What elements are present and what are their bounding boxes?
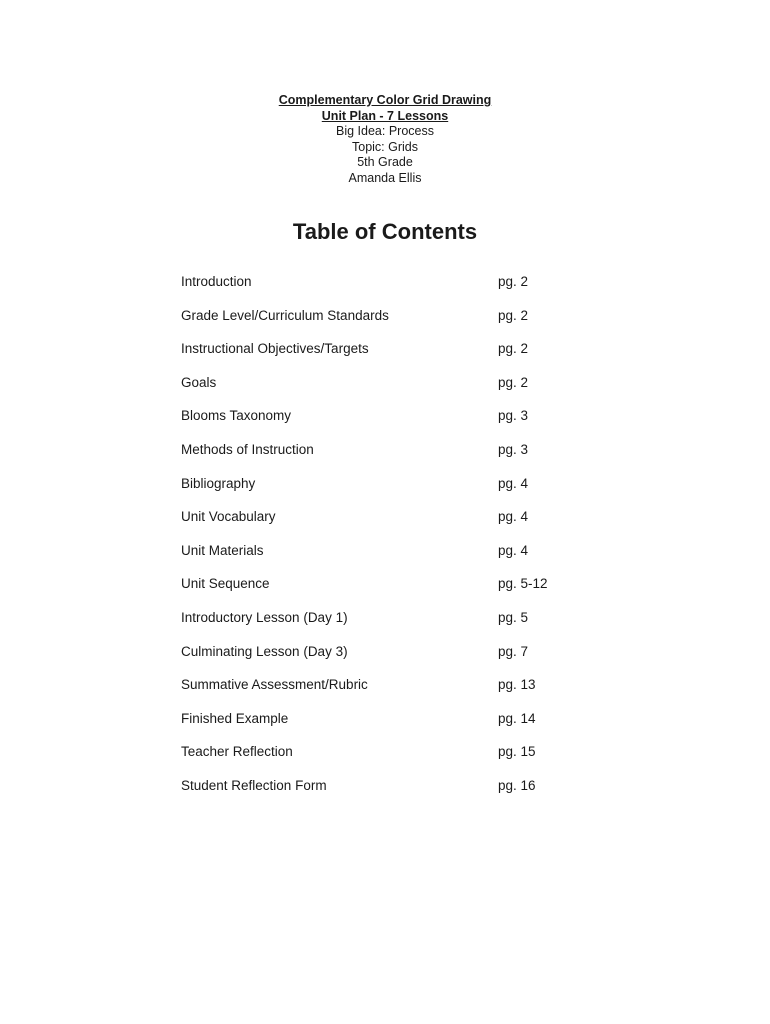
toc-entry	[181, 675, 601, 709]
toc-entry	[181, 507, 601, 541]
toc-entry	[181, 574, 601, 608]
big-idea: Big Idea: Process	[336, 124, 434, 138]
toc-entry	[181, 742, 601, 776]
toc-entry-page: pg. 4	[498, 542, 529, 558]
toc-entry-label: Teacher Reflection	[181, 744, 293, 760]
toc-entry	[181, 474, 601, 508]
toc-entry-page: pg. 7	[498, 643, 529, 659]
toc-entry	[181, 608, 601, 642]
toc-entry-label: Unit Materials	[181, 542, 264, 558]
toc-entry	[181, 709, 601, 743]
toc-entry-label: Introductory Lesson (Day 1)	[181, 609, 348, 625]
document-title: Complementary Color Grid Drawing	[278, 93, 492, 107]
toc-entry-page: pg. 3	[498, 441, 529, 457]
toc-entry-page: pg. 2	[498, 374, 529, 390]
toc-entry-label: Introduction	[181, 274, 252, 289]
toc-entry	[181, 339, 601, 373]
toc-entry-page: pg. 4	[498, 509, 529, 525]
toc-entry-page: pg. 3	[498, 408, 529, 424]
toc-entry-label: Summative Assessment/Rubric	[181, 677, 368, 693]
toc-entry	[181, 306, 601, 340]
toc-entry-page: pg. 14	[498, 710, 536, 726]
toc-entry-label: Bibliography	[181, 475, 256, 491]
toc-entry	[181, 406, 601, 440]
toc-heading: Table of Contents	[292, 219, 478, 244]
document-header	[0, 93, 770, 186]
toc-entry-label: Culminating Lesson (Day 3)	[181, 643, 348, 659]
author-name: Amanda Ellis	[348, 170, 422, 185]
toc-entry-page: pg. 2	[498, 307, 529, 323]
toc-entry-label: Finished Example	[181, 710, 289, 726]
toc-entry-label: Grade Level/Curriculum Standards	[181, 307, 389, 323]
toc-entry	[181, 642, 601, 676]
table-of-contents	[181, 272, 601, 810]
toc-entry-page: pg. 4	[498, 475, 529, 491]
toc-entry-page: pg. 5	[498, 609, 529, 625]
toc-entry-page: pg. 16	[498, 777, 536, 793]
grade-level: 5th Grade	[357, 155, 413, 169]
toc-entry-page: pg. 2	[498, 274, 529, 289]
toc-entry-label: Blooms Taxonomy	[181, 408, 292, 424]
toc-entry-label: Unit Vocabulary	[181, 509, 276, 525]
toc-entry	[181, 440, 601, 474]
document-subtitle: Unit Plan - 7 Lessons	[321, 108, 449, 123]
toc-entry-page: pg. 15	[498, 744, 536, 760]
toc-entry-label: Instructional Objectives/Targets	[181, 341, 369, 357]
toc-entry-label: Unit Sequence	[181, 576, 270, 592]
toc-entry	[181, 541, 601, 575]
toc-entry	[181, 373, 601, 407]
toc-entry-label: Methods of Instruction	[181, 441, 314, 457]
toc-entry-page: pg. 13	[498, 677, 536, 693]
topic: Topic: Grids	[352, 139, 418, 154]
toc-entry-label: Goals	[181, 374, 217, 390]
toc-entry	[181, 776, 601, 810]
toc-entry	[181, 272, 601, 306]
toc-entry-label: Student Reflection Form	[181, 777, 327, 793]
toc-entry-page: pg. 5-12	[498, 576, 548, 592]
toc-entry-page: pg. 2	[498, 341, 529, 357]
